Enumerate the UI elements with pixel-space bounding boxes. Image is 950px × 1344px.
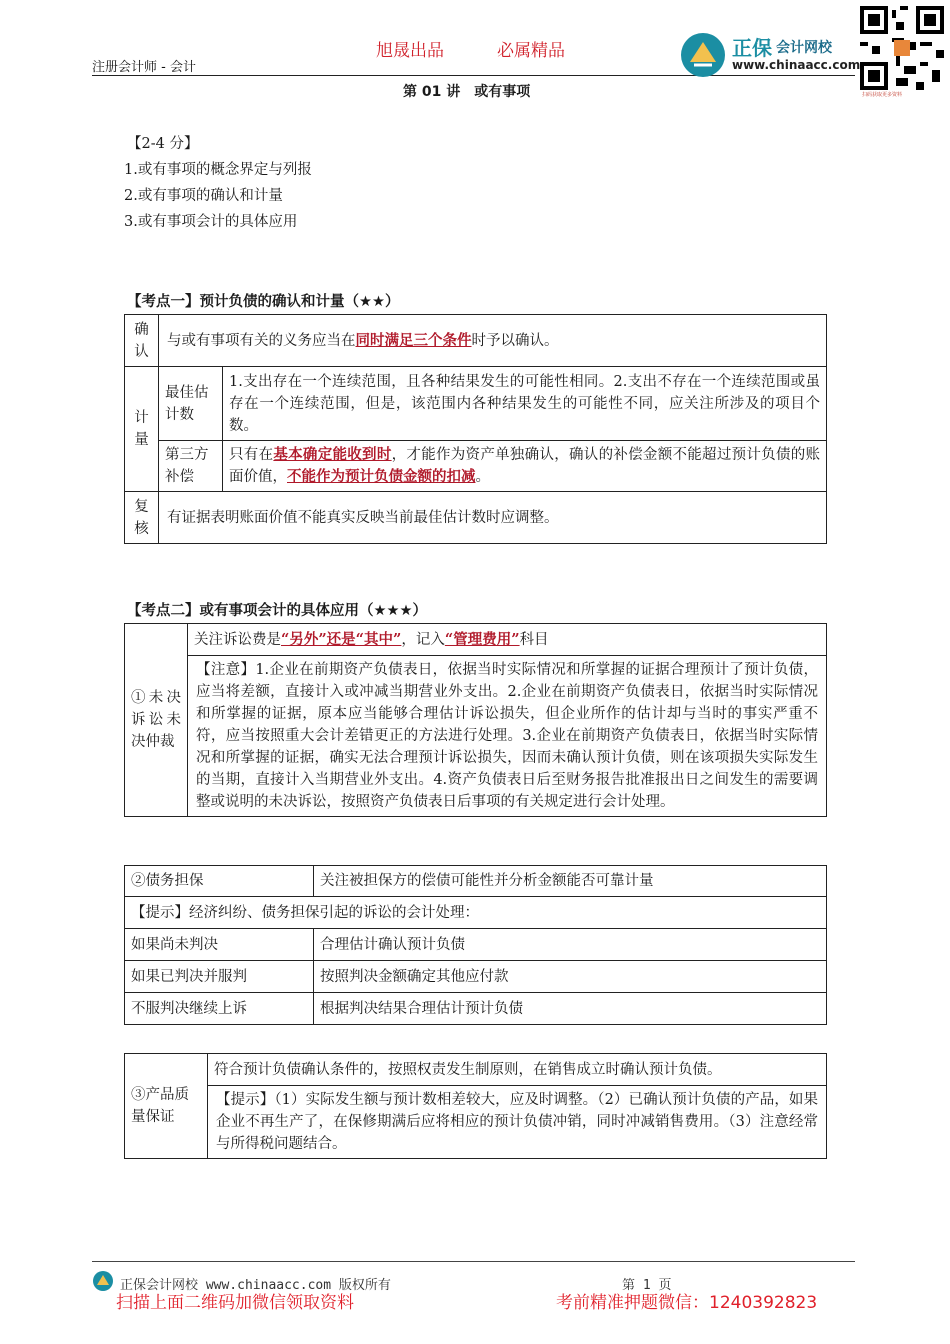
best-estimate-text: 1.支出存在一个连续范围，且各种结果发生的可能性相同。2.支出不存在一个连续范围或虽存在一个连续范围，但是，该范围内各种结果发生的可能性不同，应关注所涉及的项目个数。 <box>223 367 827 441</box>
warranty-text: 符合预计负债确认条件的，按照权责发生制原则，在销售成立时确认预计负债。 <box>208 1054 827 1086</box>
guarantee-treatment: 根据判决结果合理估计预计负债 <box>314 993 827 1025</box>
table-row <box>125 492 827 544</box>
third-party-cell <box>223 441 827 492</box>
table-row <box>125 897 827 929</box>
table-row <box>125 315 827 367</box>
section-2-title: 【考点二】或有事项会计的具体应用（★★★） <box>127 603 427 619</box>
logo-url: www.chinaacc.com <box>732 58 861 72</box>
third-party-label: 第三方补偿 <box>159 441 223 492</box>
table-row <box>125 624 827 656</box>
best-estimate-label: 最佳估计数 <box>159 367 223 441</box>
lawsuit-fee-cell <box>188 624 827 656</box>
brand-logo <box>680 32 861 76</box>
third-party-highlight-1: 基本确定能收到时 <box>273 446 392 463</box>
intro-item-3: 3.或有事项会计的具体应用 <box>124 214 298 230</box>
measure-label: 计量 <box>125 367 159 492</box>
third-party-highlight-2: 不能作为预计负债金额的扣减 <box>287 468 476 485</box>
footer-divider <box>92 1261 855 1262</box>
lawsuit-fee-text-mid: ，记入 <box>401 631 445 648</box>
intro-item-2: 2.或有事项的确认和计量 <box>124 188 283 204</box>
lawsuit-table <box>124 623 827 817</box>
confirm-text: 与或有事项有关的义务应当在 <box>167 332 356 349</box>
lawsuit-note: 【注意】1.企业在前期资产负债表日，依据当时实际情况和所掌握的证据合理预计了预计负债，应当将差额，直接计入或冲减当期营业外支出。2.企业在前期资产负债表日，依据当时实际情况和所掌握的证据，原本应当能够合理估计诉讼损失，但企业所作的估计却与当时的事实严重不符，应当按照重大会计差错更正的方法进行处理。3.企业在前期资产负债表日，依据当时实际情况和所掌握的证据，确实无法合理预计诉讼损失，因而未确认预计负债，则在该项损失实际发生的当期，直接计入当期营业外支出。4.资产负债表日后至财务报告批准报出日之间发生的需要调整或说明的未决诉讼，按照资产负债表日后事项的有关规定进行会计处理。 <box>188 656 827 817</box>
table-row <box>125 441 827 492</box>
qr-caption: 扫码获取更多资料 <box>862 92 903 98</box>
table-row <box>125 929 827 961</box>
slogan-left: 旭晟出品 <box>376 41 444 61</box>
confirm-label: 确认 <box>125 315 159 367</box>
third-party-text-end: 。 <box>475 469 490 485</box>
guarantee-table <box>124 865 827 1025</box>
third-party-text: 只有在 <box>229 447 274 463</box>
lawsuit-label: ①未决诉讼未决仲裁 <box>125 624 188 817</box>
slogan-right: 必属精品 <box>497 41 565 61</box>
lawsuit-fee-text: 关注诉讼费是 <box>194 631 281 648</box>
guarantee-tip: 【提示】经济纠纷、债务担保引起的诉讼的会计处理： <box>125 897 827 929</box>
footer-copyright: 正保会计网校 www.chinaacc.com 版权所有 <box>120 1278 391 1293</box>
confirm-text-end: 时予以确认。 <box>471 332 559 349</box>
table-row <box>125 993 827 1025</box>
lecture-title: 第 01 讲 或有事项 <box>403 84 531 100</box>
confirm-highlight: 同时满足三个条件 <box>355 331 472 349</box>
qr-code <box>860 6 944 90</box>
page-number: 第 1 页 <box>622 1278 672 1293</box>
table-row <box>125 1054 827 1086</box>
guarantee-treatment: 按照判决金额确定其他应付款 <box>314 961 827 993</box>
warranty-tip: 【提示】（1）实际发生额与预计数相差较大，应及时调整。（2）已确认预计负债的产品，如果企业不再生产了，在保修期满后应将相应的预计负债冲销，同时冲减销售费用。（3）注意经常与所得税问题结合。 <box>208 1086 827 1159</box>
guarantee-case: 如果尚未判决 <box>125 929 314 961</box>
table-row <box>125 1086 827 1159</box>
warranty-table <box>124 1053 827 1159</box>
confirm-cell <box>159 315 827 367</box>
subject-label: 注册会计师 - 会计 <box>92 60 196 75</box>
lawsuit-highlight-1: “另外”还是“其中” <box>281 630 402 648</box>
section-1-title: 【考点一】预计负债的确认和计量（★★） <box>127 294 400 310</box>
guarantee-text: 关注被担保方的偿债可能性并分析金额能否可靠计量 <box>314 866 827 897</box>
review-text: 有证据表明账面价值不能真实反映当前最佳估计数时应调整。 <box>159 492 827 544</box>
guarantee-label: ②债务担保 <box>125 866 314 897</box>
table-row <box>125 656 827 817</box>
lawsuit-fee-text-end: 科目 <box>519 631 549 648</box>
logo-school: 会计网校 <box>776 40 832 56</box>
promo-right: 考前精准押题微信：1240392823 <box>556 1293 818 1313</box>
review-label: 复核 <box>125 492 159 544</box>
table-row <box>125 866 827 897</box>
logo-emblem-icon <box>680 32 726 78</box>
intro-item-1: 1.或有事项的概念界定与列报 <box>124 162 312 178</box>
guarantee-treatment: 合理估计确认预计负债 <box>314 929 827 961</box>
third-party-text-mid: ，才能作为资产单独确认，确认的补偿金额不能超过预计负债的账面价值， <box>229 447 821 485</box>
qr-code-icon <box>860 6 944 90</box>
lawsuit-highlight-2: “管理费用” <box>444 630 520 648</box>
score-range: 【2-4 分】 <box>127 136 199 152</box>
warranty-label: ③产品质量保证 <box>125 1054 208 1159</box>
guarantee-case: 如果已判决并服判 <box>125 961 314 993</box>
footer-logo-icon <box>92 1270 114 1292</box>
guarantee-case: 不服判决继续上诉 <box>125 993 314 1025</box>
table-row <box>125 367 827 441</box>
table-row <box>125 961 827 993</box>
section-1-table <box>124 314 827 544</box>
logo-brand: 正保 <box>732 36 772 60</box>
promo-left: 扫描上面二维码加微信领取资料 <box>116 1293 354 1313</box>
